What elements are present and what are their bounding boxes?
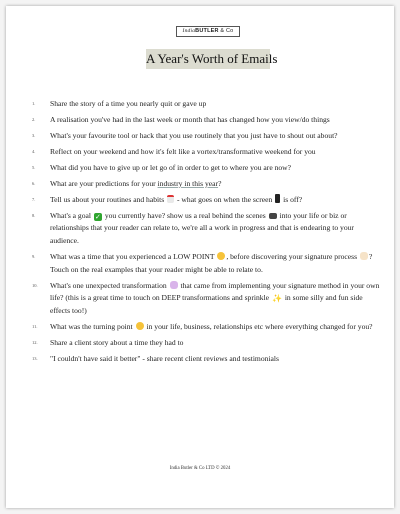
camera-icon [269,213,277,219]
document-page [6,6,394,508]
list-item [30,280,384,318]
item-text: What are your predictions for your [50,178,158,188]
item-number: 8. [32,212,36,218]
item-text: Share a client story about a time they had to [50,337,184,347]
unicorn-icon [170,281,178,289]
folded-hands-icon [360,252,368,260]
item-text: into your life or biz or relationships that your reader can relate to, we're all a work in progress and that is endearing to your audience. [50,210,354,246]
list-item [30,178,384,191]
item-text: What did you have to give up or let go of in order to get to where you are now? [50,162,292,172]
item-number: 13. [32,355,38,361]
item-text: A realisation you've had in the last week or month that has changed how you view/do things [50,114,330,124]
item-text: that came from implementing your signature method in your own life? (this is a great time to touch on DEEP transformations and sprinkle [50,280,380,303]
item-text: - what goes on when the screen [175,194,275,204]
brand-logo-italic: India [182,28,196,34]
sparkles-icon: ✨ [271,294,282,304]
item-text: ? [218,178,222,188]
item-text: What's a goal [50,210,93,220]
item-text: is off? [281,194,303,204]
list-item [30,321,384,334]
list-item [30,98,384,111]
item-number: 11. [32,323,38,329]
list-item [30,146,384,159]
item-number: 2. [32,116,36,122]
list-item [30,162,384,175]
item-number: 1. [32,101,36,106]
list-item [30,337,384,350]
page-footer: India Butler & Co LTD © 2024 [169,466,231,471]
calendar-icon [167,195,174,203]
item-text: What was a time that you experienced a LOW POINT [50,252,217,262]
item-text: Share the story of a time you nearly quit or gave up [50,99,207,108]
item-number: 9. [32,254,36,260]
page-title: A Year's Worth of Emails [146,49,270,69]
item-text: in your life, business, relationships etc where everything changed for you? [144,321,373,331]
item-text: What's one unexpected transformation [50,280,169,290]
item-text: , before discovering your signature process [226,252,359,262]
item-text: "I couldn't have said it better" - share recent client reviews and testimonials [50,353,279,363]
brand-logo-bold: BUTLER [195,28,219,34]
item-text: Tell us about your routines and habits [50,194,167,204]
item-text: What was the turning point [50,321,135,331]
item-number: 5. [32,164,36,170]
item-number: 3. [32,132,36,138]
brand-logo-tail: & Co [218,28,234,34]
item-number: 6. [32,180,36,186]
item-number: 7. [32,196,36,202]
email-ideas-list [30,98,384,369]
list-item [30,210,384,248]
list-item [30,194,384,207]
list-item [30,353,384,366]
item-text: Reflect on your weekend and how it's felt like a vortex/transformative weekend for you [50,146,316,156]
item-text: you currently have? show us a real behind the scenes [102,210,268,220]
item-number: 10. [32,282,38,288]
thinking-face-icon [136,322,144,330]
item-number: 12. [32,339,38,345]
item-text: ? Touch on the real examples that your reader might be able to relate to. [50,252,373,274]
sweat-smile-icon [217,252,225,260]
item-text: What's your favourite tool or hack that you use routinely that you just have to shout out about? [50,130,338,140]
list-item [30,251,384,276]
item-text: in some silly and fun side effects too!) [50,293,363,315]
list-item [30,130,384,143]
check-mark-icon: ✓ [94,212,101,221]
item-number: 4. [32,148,36,154]
mobile-phone-icon [275,194,280,203]
industry-link[interactable]: industry in this year [157,178,219,188]
list-item [30,114,384,127]
brand-logo [176,26,240,37]
